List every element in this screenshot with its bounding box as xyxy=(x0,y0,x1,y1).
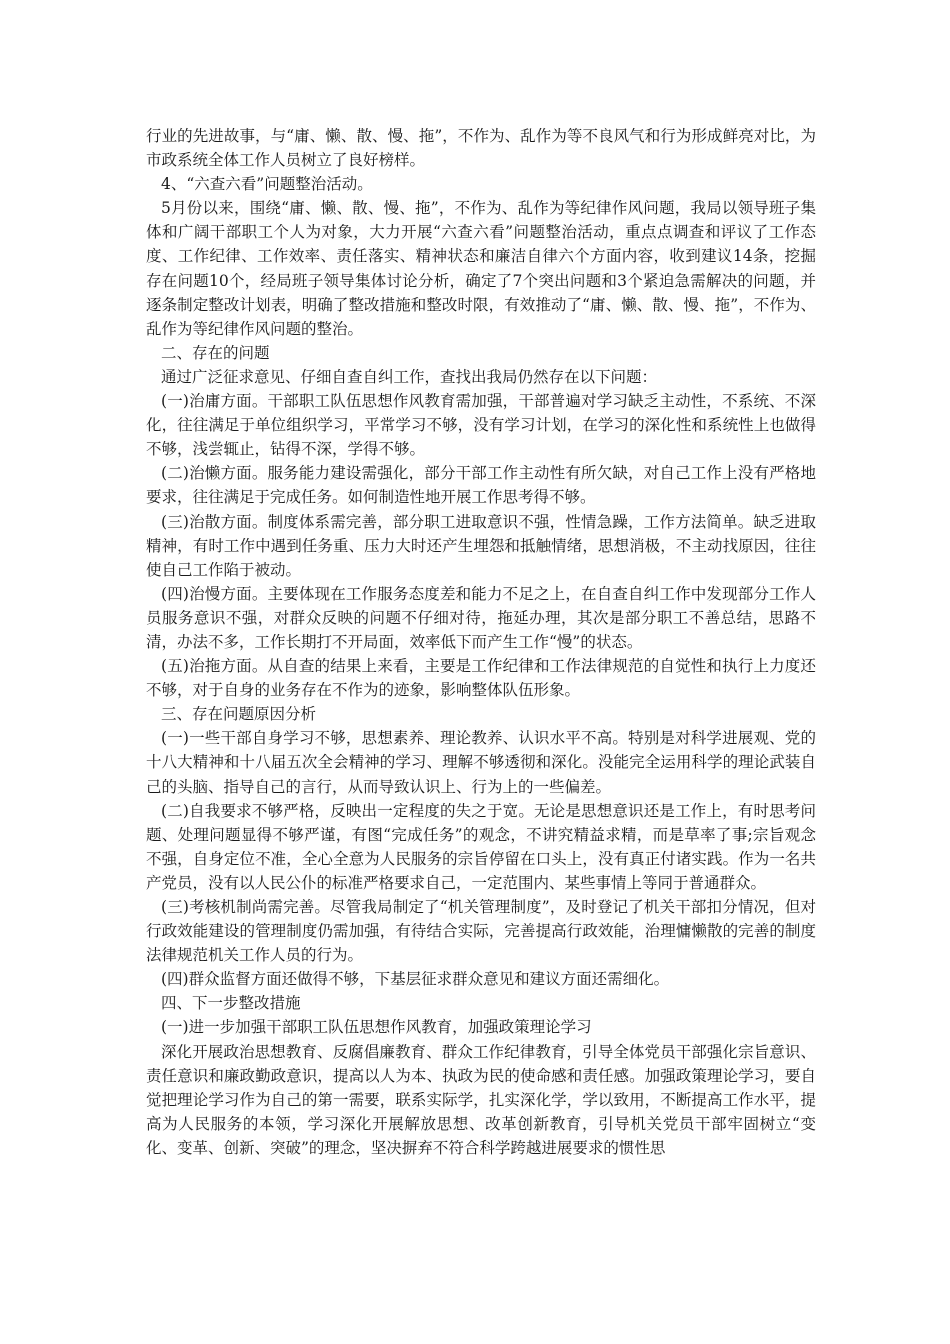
paragraph-problem-3: (三)治散方面。制度体系需完善，部分职工进取意识不强，性情急躁，工作方法简单。缺乏进取精神，有时工作中遇到任务重、压力大时还产生埋怨和抵触情绪，思想消极，不主动找原因，往往使自己工作陷于被动。 xyxy=(146,512,816,579)
subheading-measure-1: (一)进一步加强干部职工队伍思想作风教育，加强政策理论学习 xyxy=(161,1018,592,1037)
paragraph-cause-3: (三)考核机制尚需完善。尽管我局制定了“机关管理制度”，及时登记了机关干部扣分情况，但对行政效能建设的管理制度仍需加强，有待结合实际，完善提高行政效能，治理慵懒散的完善的制度法律规范机关工作人员的行为。 xyxy=(146,898,816,965)
section-heading-problems: 二、存在的问题 xyxy=(161,343,270,362)
paragraph-cause-1: (一)一些干部自身学习不够，思想素养、理论教养、认识水平不高。特别是对科学进展观、党的十八大精神和十八届五次全会精神的学习、理解不够透彻和深化。没能完全运用科学的理论武装自己的头脑、指导自己的言行，从而导致认识上、行为上的一些偏差。 xyxy=(146,729,816,796)
section-heading-causes: 三、存在问题原因分析 xyxy=(161,705,317,724)
subheading-six-checks: 4、“六查六看”问题整治活动。 xyxy=(161,175,373,194)
paragraph-problem-1: (一)治庸方面。干部职工队伍思想作风教育需加强，干部普遍对学习缺乏主动性，不系统、不深化，往往满足于单位组织学习，平常学习不够，没有学习计划，在学习的深化性和系统性上也做得不够，浅尝辄止，钻得不深，学得不够。 xyxy=(146,392,816,459)
paragraph-problem-2: (二)治懒方面。服务能力建设需强化，部分干部工作主动性有所欠缺，对自己工作上没有严格地要求，往往满足于完成任务。如何制造性地开展工作思考得不够。 xyxy=(146,464,816,507)
paragraph-cause-2: (二)自我要求不够严格，反映出一定程度的失之于宽。无论是思想意识还是工作上，有时思考问题、处理问题显得不够严谨，有图“完成任务”的观念，不讲究精益求精，而是草率了事;宗旨观念不强，自身定位不准，全心全意为人民服务的宗旨停留在口头上，没有真正付诸实践。作为一名共产党员，没有以人民公仆的标准严格要求自己，一定范围内、某些事情上等同于普通群众。 xyxy=(146,801,816,892)
document-page xyxy=(146,124,816,1160)
paragraph-six-checks: 5月份以来，围绕“庸、懒、散、慢、拖”，不作为、乱作为等纪律作风问题，我局以领导班子集体和广阔干部职工个人为对象，大力开展“六查六看”问题整治活动，重点点调查和评议了工作态度、工作纪律、工作效率、责任落实、精神状态和廉洁自律六个方面内容，收到建议14条，挖掘存在问题10个，经局班子领导集体讨论分析，确定了7个突出问题和3个紧迫急需解决的问题，并逐条制定整改计划表，明确了整改措施和整改时限，有效推动了“庸、懒、散、慢、拖”，不作为、乱作为等纪律作风问题的整治。 xyxy=(146,199,816,338)
paragraph-measure-1: 深化开展政治思想教育、反腐倡廉教育、群众工作纪律教育，引导全体党员干部强化宗旨意识、责任意识和廉政勤政意识，提高以人为本、执政为民的使命感和责任感。加强政策理论学习，要自觉把理论学习作为自己的第一需要，联系实际学，扎实深化学，学以致用，不断提高工作水平，提高为人民服务的本领，学习深化开展解放思想、改革创新教育，引导机关党员干部牢固树立“变化、变革、创新、突破”的理念，坚决摒弃不符合科学跨越进展要求的惯性思 xyxy=(146,1042,816,1157)
paragraph-cause-4: (四)群众监督方面还做得不够，下基层征求群众意见和建议方面还需细化。 xyxy=(161,970,670,989)
paragraph-problem-4: (四)治慢方面。主要体现在工作服务态度差和能力不足之上，在自查自纠工作中发现部分工作人员服务意识不强，对群众反映的问题不仔细对待，拖延办理，其次是部分职工不善总结，思路不清，办法不多，工作长期打不开局面，效率低下而产生工作“慢”的状态。 xyxy=(146,584,816,651)
paragraph-problem-5: (五)治拖方面。从自查的结果上来看，主要是工作纪律和工作法律规范的自觉性和执行上力度还不够，对于自身的业务存在不作为的迹象，影响整体队伍形象。 xyxy=(146,657,816,700)
section-heading-measures: 四、下一步整改措施 xyxy=(161,994,301,1013)
paragraph-problems-intro: 通过广泛征求意见、仔细自查自纠工作，查找出我局仍然存在以下问题： xyxy=(161,367,658,386)
paragraph-continuation: 行业的先进故事，与“庸、懒、散、慢、拖”，不作为、乱作为等不良风气和行为形成鲜亮对比，为市政系统全体工作人员树立了良好榜样。 xyxy=(146,127,816,170)
